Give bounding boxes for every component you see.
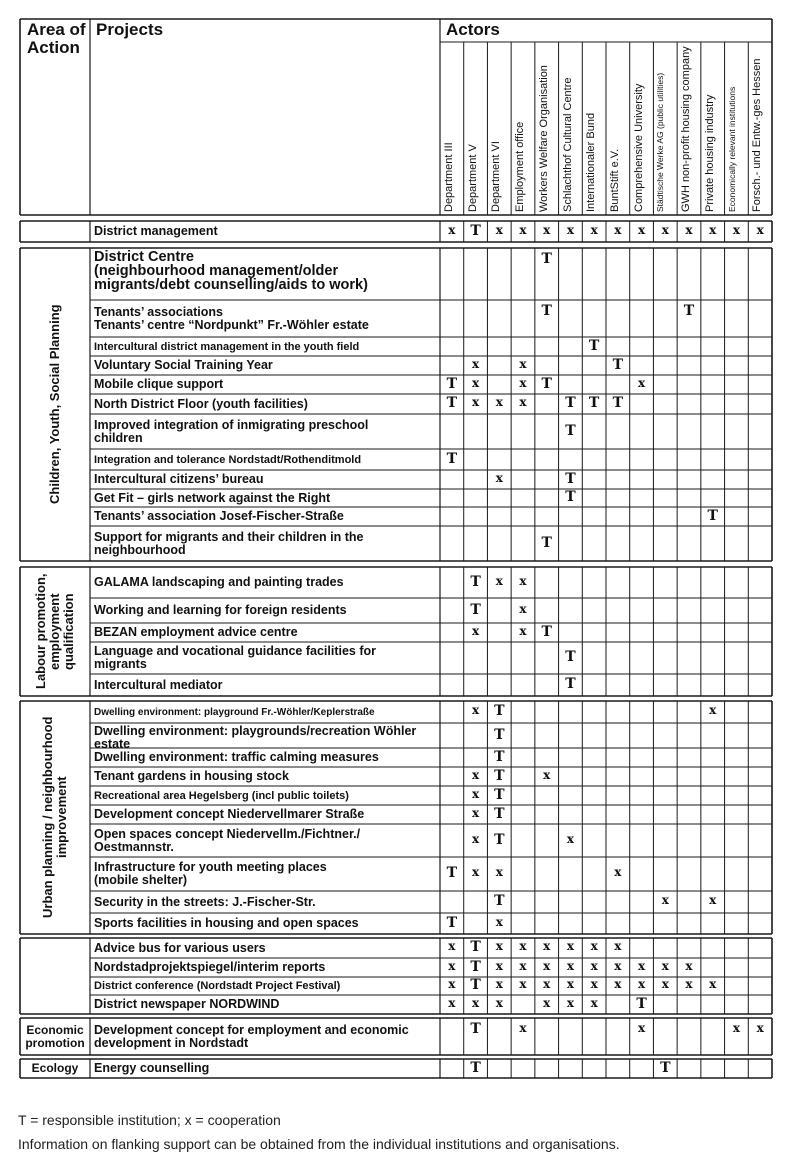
cooperation-mark: x (543, 767, 551, 782)
project-name: Sports facilities in housing and open spaces (94, 916, 359, 930)
cooperation-mark: x (448, 995, 456, 1010)
responsible-mark: T (494, 767, 505, 784)
cooperation-mark: x (661, 893, 669, 907)
cooperation-mark: x (495, 977, 503, 991)
cooperation-mark: x (614, 977, 622, 991)
responsible-mark: T (446, 395, 458, 411)
area-label: Ecology (31, 1060, 79, 1075)
project-name: Nordstadprojektspiegel/interim reports (94, 960, 326, 974)
cooperation-mark: x (519, 573, 527, 588)
responsible-mark: T (565, 649, 576, 665)
cooperation-mark: x (685, 222, 693, 237)
actor-label: Workers Welfare Organisation (537, 65, 550, 212)
cooperation-mark: x (614, 222, 622, 237)
project-name: Improved integration of inmigrating preschool children (94, 417, 369, 445)
project-name: Tenants’ associations Tenants’ centre “Nordpunkt” Fr.-Wöhler estate (94, 304, 369, 332)
area-label: Urban planning / neighbourhood improvement (40, 716, 69, 919)
responsible-mark: T (660, 1059, 671, 1076)
project-name: GALAMA landscaping and painting trades (94, 575, 344, 589)
cooperation-mark: x (756, 1021, 764, 1035)
cooperation-mark: x (637, 958, 646, 973)
cooperation-mark: x (519, 375, 527, 390)
cooperation-mark: x (495, 865, 503, 879)
responsible-mark: T (565, 422, 576, 439)
project-name: Infrastructure for youth meeting places (mobile shelter) (94, 860, 327, 887)
project-name: Advice bus for various users (94, 940, 266, 955)
cooperation-mark: x (637, 375, 646, 390)
project-name: Security in the streets: J.-Fischer-Str. (94, 894, 316, 909)
responsible-mark: T (565, 676, 576, 692)
responsible-mark: T (565, 470, 576, 487)
project-name: BEZAN employment advice centre (94, 625, 298, 639)
cooperation-mark: x (543, 995, 551, 1010)
responsible-mark: T (683, 303, 695, 319)
responsible-mark: T (470, 939, 481, 955)
cooperation-mark: x (661, 222, 669, 237)
project-name: Recreational area Hegelsberg (incl public toilets) (94, 789, 349, 802)
project-name: Language and vocational guidance facilities for migrants (94, 644, 377, 671)
project-name: Mobile clique support (94, 377, 224, 391)
area-of-action-header: Area of Action (27, 20, 86, 57)
area-label: Economic promotion (25, 1022, 85, 1050)
cooperation-mark: x (732, 222, 740, 237)
cooperation-mark: x (471, 395, 480, 409)
responsible-mark: T (494, 805, 505, 822)
cooperation-mark: x (709, 977, 717, 991)
cooperation-mark: x (637, 977, 646, 991)
project-name: Open spaces concept Niedervellm./Fichtner./ Oestmannstr. (94, 826, 361, 854)
responsible-mark: T (494, 893, 505, 909)
responsible-mark: T (494, 831, 505, 848)
cooperation-mark: x (471, 786, 480, 801)
responsible-mark: T (494, 786, 505, 803)
cooperation-mark: x (471, 995, 480, 1010)
cooperation-mark: x (614, 865, 622, 879)
cooperation-mark: x (661, 977, 669, 991)
cooperation-mark: x (709, 893, 717, 907)
cooperation-mark: x (495, 914, 503, 929)
cooperation-mark: x (471, 356, 480, 371)
cooperation-mark: x (709, 703, 717, 717)
project-name: Development concept for employment and economic development in Nordstadt (94, 1022, 409, 1050)
cooperation-mark: x (495, 995, 503, 1010)
actor-label: Economically relevant institutions (726, 86, 737, 212)
project-name: District Centre (neighbourhood management/older migrants/debt counselling/aids to work) (94, 249, 368, 293)
actor-label: Department V (466, 144, 479, 212)
cooperation-mark: x (519, 939, 527, 953)
cooperation-mark: x (471, 767, 480, 782)
project-name: Energy counselling (94, 1061, 210, 1075)
responsible-mark: T (446, 865, 458, 881)
legend-note: T = responsible institution; x = cooperation (18, 1112, 281, 1128)
cooperation-mark: x (566, 977, 574, 991)
cooperation-mark: x (543, 977, 551, 991)
actor-label: Schlachthof Cultural Centre (561, 77, 574, 212)
responsible-mark: T (565, 395, 576, 411)
cooperation-mark: x (495, 939, 503, 953)
responsible-mark: T (446, 375, 458, 392)
actor-label: Internationaler Bund (585, 112, 598, 212)
responsible-mark: T (541, 251, 552, 267)
cooperation-mark: x (590, 222, 598, 237)
cooperation-mark: x (543, 958, 551, 973)
responsible-mark: T (707, 507, 718, 524)
responsible-mark: T (470, 977, 481, 993)
cooperation-mark: x (566, 831, 574, 846)
responsible-mark: T (565, 489, 576, 505)
responsible-mark: T (541, 375, 552, 392)
cooperation-mark: x (709, 222, 717, 237)
actor-label: Employment office (514, 121, 527, 212)
project-name: Development concept Niedervellmarer Straße (94, 807, 365, 821)
cooperation-mark: x (471, 703, 480, 717)
responsible-mark: T (494, 703, 505, 719)
cooperation-mark: x (590, 977, 598, 991)
area-label: Labour promotion, employment qualification (33, 573, 76, 690)
project-name: Tenant gardens in housing stock (94, 769, 289, 783)
cooperation-mark: x (471, 623, 480, 638)
responsible-mark: T (446, 450, 458, 467)
project-name: Dwelling environment: playgrounds/recreation Wöhler estate (94, 724, 417, 751)
cooperation-mark: x (756, 222, 764, 237)
area-label: Children, Youth, Social Planning (47, 304, 62, 505)
cooperation-mark: x (590, 939, 598, 953)
actor-label: Comprehensive University (632, 83, 645, 212)
responsible-mark: T (541, 303, 552, 319)
cooperation-mark: x (566, 939, 574, 953)
actor-label: Private housing industry (703, 94, 716, 212)
cooperation-mark: x (543, 222, 551, 237)
info-note: Information on flanking support can be obtained from the individual institutions and organisations. (18, 1136, 620, 1152)
responsible-mark: T (612, 356, 624, 373)
responsible-mark: T (636, 995, 647, 1012)
cooperation-mark: x (566, 995, 574, 1010)
responsible-mark: T (494, 748, 505, 765)
cooperation-mark: x (590, 958, 598, 973)
cooperation-mark: x (448, 939, 456, 953)
project-name: Intercultural district management in the youth field (94, 340, 360, 353)
cooperation-mark: x (495, 395, 503, 409)
project-name: Working and learning for foreign residents (94, 603, 347, 617)
responsible-mark: T (494, 726, 505, 743)
project-name: North District Floor (youth facilities) (94, 396, 308, 411)
cooperation-mark: x (495, 958, 503, 973)
cooperation-mark: x (471, 831, 480, 846)
project-name: Support for migrants and their children in the neighbourhood (94, 529, 364, 557)
project-name: Dwelling environment: playground Fr.-Wöhler/Keplerstraße (94, 706, 375, 718)
cooperation-mark: x (661, 958, 669, 973)
cooperation-mark: x (519, 222, 527, 237)
cooperation-mark: x (471, 375, 480, 390)
cooperation-mark: x (685, 958, 693, 973)
responsible-mark: T (470, 1059, 481, 1076)
project-name: Tenants’ association Josef-Fischer-Straße (94, 509, 344, 523)
cooperation-mark: x (685, 977, 693, 991)
actor-label: GWH non-profit housing company (680, 46, 693, 212)
responsible-mark: T (588, 337, 600, 354)
project-name: District management (94, 224, 218, 238)
actor-label: Department III (443, 142, 455, 212)
actor-label: BuntStift e.V. (609, 148, 621, 212)
project-name: Voluntary Social Training Year (94, 358, 273, 372)
cooperation-mark: x (614, 939, 622, 953)
cooperation-mark: x (590, 995, 598, 1010)
responsible-mark: T (470, 958, 481, 975)
project-name: Dwelling environment: traffic calming measures (94, 750, 379, 764)
cooperation-mark: x (519, 623, 527, 638)
cooperation-mark: x (519, 601, 527, 616)
cooperation-mark: x (637, 222, 646, 237)
cooperation-mark: x (519, 977, 527, 991)
responsible-mark: T (470, 222, 481, 239)
project-name: District conference (Nordstadt Project Festival) (94, 980, 341, 992)
responsible-mark: T (446, 914, 458, 931)
cooperation-mark: x (519, 395, 527, 409)
cooperation-mark: x (495, 470, 503, 485)
cooperation-mark: x (519, 1021, 527, 1035)
project-name: District newspaper NORDWIND (94, 997, 280, 1011)
cooperation-mark: x (448, 977, 456, 991)
responsible-mark: T (541, 534, 552, 551)
cooperation-mark: x (495, 222, 503, 237)
cooperation-mark: x (448, 222, 456, 237)
actor-label: Städtische Werke AG (public utilities) (655, 72, 666, 212)
actor-label: Department VI (490, 141, 503, 212)
cooperation-mark: x (566, 222, 574, 237)
project-name: Intercultural mediator (94, 677, 223, 692)
cooperation-mark: x (566, 958, 574, 973)
cooperation-mark: x (519, 356, 527, 371)
cooperation-mark: x (471, 805, 480, 820)
cooperation-mark: x (543, 939, 551, 953)
cooperation-mark: x (732, 1021, 740, 1035)
cooperation-mark: x (637, 1021, 646, 1035)
responsible-mark: T (588, 395, 600, 411)
responsible-mark: T (541, 623, 552, 640)
cooperation-mark: x (495, 573, 503, 588)
actor-label: Forsch.- und Entw.-ges Hessen (751, 58, 764, 212)
project-name: Intercultural citizens’ bureau (94, 472, 264, 486)
responsible-mark: T (470, 1021, 481, 1037)
cooperation-mark: x (519, 958, 527, 973)
cooperation-mark: x (471, 865, 480, 879)
responsible-mark: T (470, 573, 481, 590)
responsible-mark: T (612, 395, 624, 411)
projects-header: Projects (96, 20, 164, 39)
project-name: Integration and tolerance Nordstadt/Rothenditmold (94, 453, 362, 466)
cooperation-mark: x (448, 958, 456, 973)
cooperation-mark: x (614, 958, 622, 973)
project-name: Get Fit – girls network against the Right (94, 490, 331, 505)
actors-header: Actors (446, 20, 500, 39)
responsible-mark: T (470, 601, 481, 618)
